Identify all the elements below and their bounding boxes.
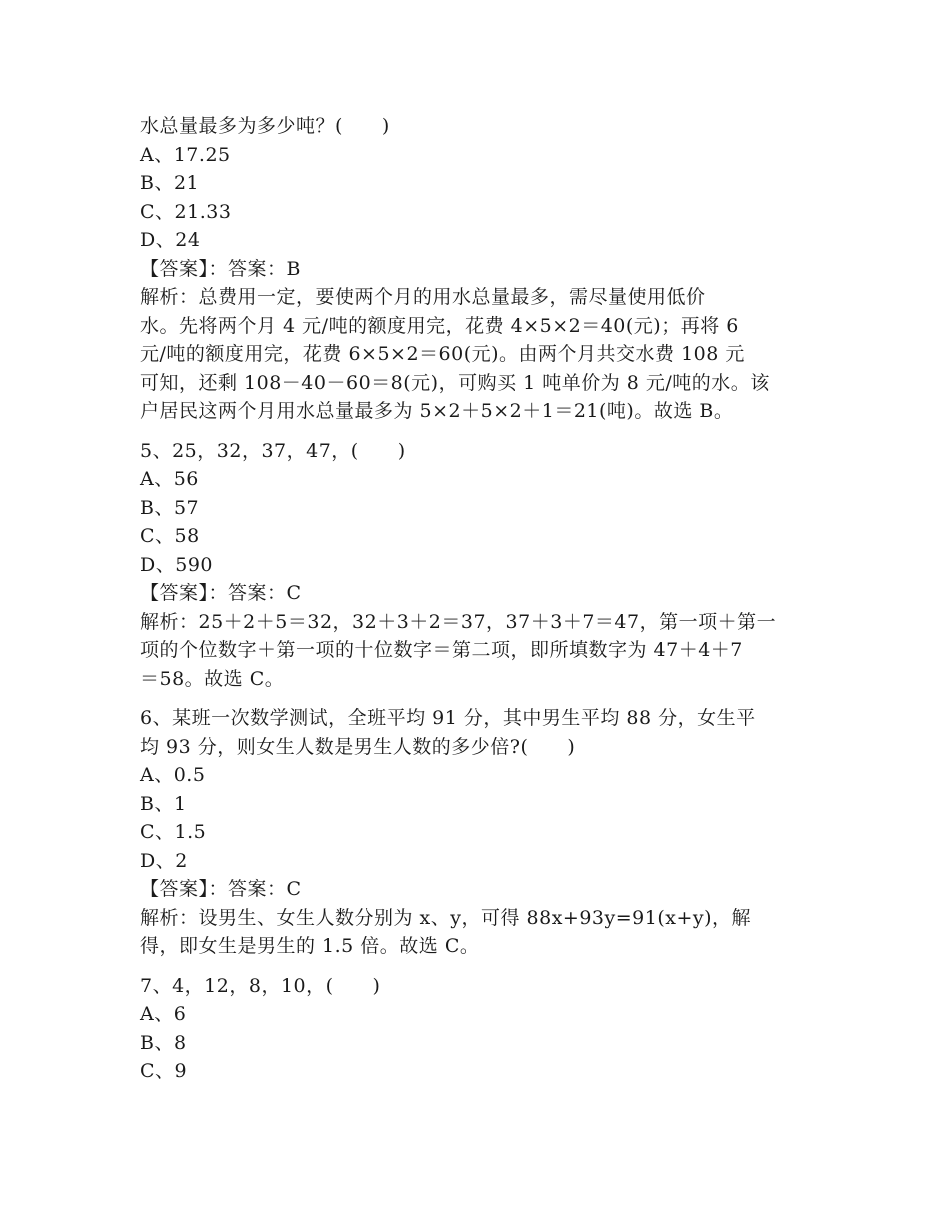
question-6 xyxy=(140,704,820,961)
option-a: A、6 xyxy=(140,1003,187,1025)
answer-line: 【答案】：答案：C xyxy=(140,582,302,604)
question-5 xyxy=(140,437,820,694)
option-b: B、8 xyxy=(140,1031,187,1054)
analysis-line: ＝58。故选 C。 xyxy=(140,667,285,690)
answer-line: 【答案】：答案：B xyxy=(140,257,301,280)
question-stem: 6、某班一次数学测试，全班平均 91 分，其中男生平均 88 分，女生平 xyxy=(140,707,756,729)
option-a: A、56 xyxy=(140,468,199,490)
question-stem: 水总量最多为多少吨？( ) xyxy=(140,115,390,137)
spacer xyxy=(140,693,820,704)
analysis-line: 元/吨的额度用完，花费 6×5×2＝60(元)。由两个月共交水费 108 元 xyxy=(140,343,745,365)
spacer xyxy=(140,961,820,972)
analysis-line: 水。先将两个月 4 元/吨的额度用完，花费 4×5×2＝40(元)；再将 6 xyxy=(140,314,739,337)
option-c: C、1.5 xyxy=(140,821,207,843)
answer-line: 【答案】：答案：C xyxy=(140,878,302,900)
option-d: D、2 xyxy=(140,849,188,872)
analysis-line: 解析：设男生、女生人数分别为 x、y，可得 88x+93y=91(x+y)，解 xyxy=(140,906,752,929)
option-b: B、57 xyxy=(140,496,200,519)
analysis-line: 得，即女生是男生的 1.5 倍。故选 C。 xyxy=(140,935,480,957)
question-stem: 7、4，12，8，10，( ) xyxy=(140,974,381,997)
question-stem: 均 93 分，则女生人数是男生人数的多少倍?( ) xyxy=(140,735,576,758)
option-d: D、590 xyxy=(140,553,213,576)
question-4 xyxy=(140,112,820,426)
option-a: A、17.25 xyxy=(140,143,231,166)
option-c: C、58 xyxy=(140,525,200,547)
option-c: C、21.33 xyxy=(140,200,232,223)
analysis-line: 可知，还剩 108－40－60＝8(元)，可购买 1 吨单价为 8 元/吨的水。该 xyxy=(140,371,770,394)
question-7 xyxy=(140,972,820,1086)
analysis-line: 项的个位数字＋第一项的十位数字＝第二项，即所填数字为 47＋4＋7 xyxy=(140,639,743,661)
spacer xyxy=(140,426,820,437)
question-stem: 5、25，32，37，47，( ) xyxy=(140,439,406,462)
option-d: D、24 xyxy=(140,229,201,251)
analysis-line: 解析：总费用一定，要使两个月的用水总量最多，需尽量使用低价 xyxy=(140,286,706,308)
option-c: C、9 xyxy=(140,1060,188,1082)
option-b: B、21 xyxy=(140,172,200,194)
analysis-line: 解析：25＋2＋5＝32，32＋3＋2＝37，37＋3＋7＝47，第一项＋第一 xyxy=(140,610,777,633)
analysis-line: 户居民这两个月用水总量最多为 5×2＋5×2＋1＝21(吨)。故选 B。 xyxy=(140,400,734,422)
document-page xyxy=(140,112,820,1086)
option-b: B、1 xyxy=(140,792,187,815)
option-a: A、0.5 xyxy=(140,764,206,786)
